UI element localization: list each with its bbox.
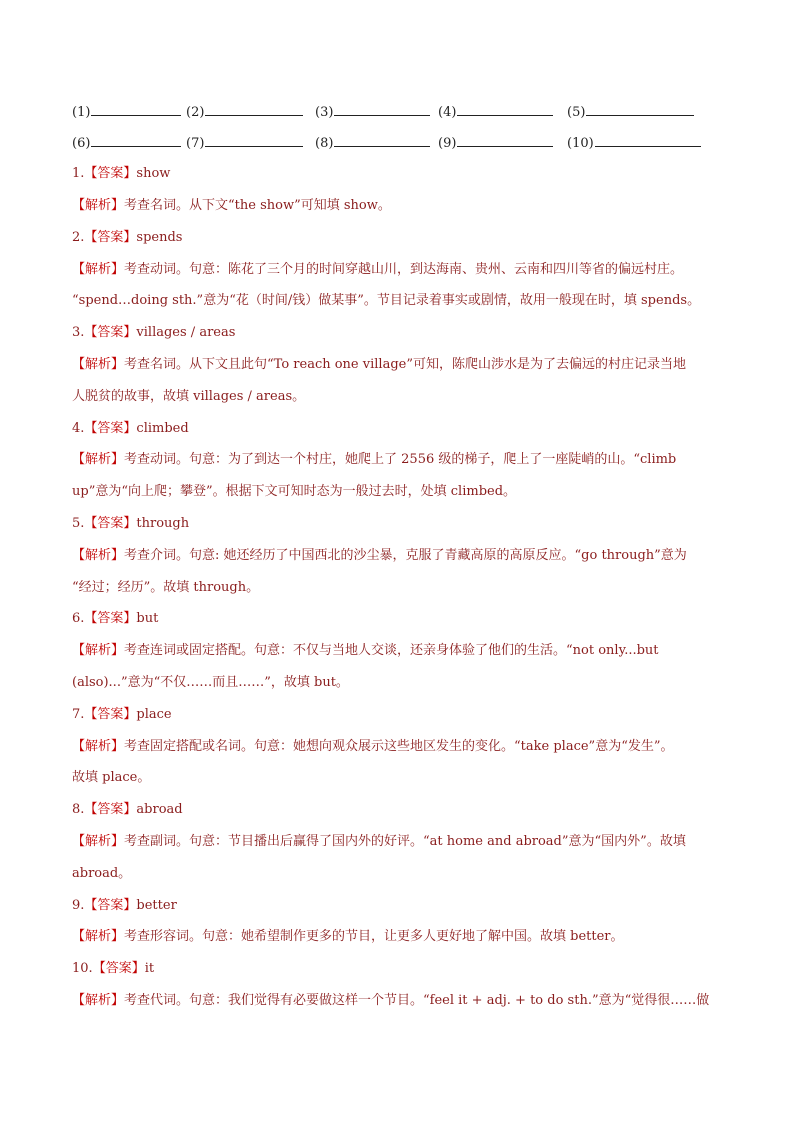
blank-line xyxy=(334,103,430,116)
explanation-text: 人脱贫的故事，故填 villages / areas。 xyxy=(72,389,306,404)
answer-line-3 xyxy=(72,323,235,343)
item-number: 9. xyxy=(72,898,85,913)
explanation-text: (also)...”意为“不仅……而且……”，故填 but。 xyxy=(72,675,349,690)
blank-number: (6) xyxy=(72,136,91,151)
explanation-9 xyxy=(72,927,732,947)
item-number: 8. xyxy=(72,802,85,817)
explanation-tag: 【解析】 xyxy=(72,739,125,754)
item-number: 7. xyxy=(72,707,85,722)
answer-line-10 xyxy=(72,959,154,979)
blank-number: (2) xyxy=(186,105,205,120)
answer-tag: 【答案】 xyxy=(92,961,145,976)
item-number: 4. xyxy=(72,421,85,436)
explanation-text: 考查固定搭配或名词。句意：她想向观众展示这些地区发生的变化。“take place”意为“发生”。 xyxy=(124,739,674,754)
blank-8 xyxy=(315,134,430,151)
answer-value: spends xyxy=(136,230,183,245)
explanation-6-line-2 xyxy=(72,673,732,693)
item-number: 3. xyxy=(72,325,85,340)
explanation-text: 考查介词。句意: 她还经历了中国西北的沙尘暴，克服了青藏高原的高原反应。“go through”意为 xyxy=(124,548,687,563)
blank-7 xyxy=(186,134,303,151)
explanation-tag: 【解析】 xyxy=(72,452,125,467)
answer-tag: 【答案】 xyxy=(84,516,137,531)
blank-line xyxy=(91,103,181,116)
blank-3 xyxy=(315,103,430,120)
explanation-text: up”意为“向上爬；攀登”。根据下文可知时态为一般过去时，处填 climbed。 xyxy=(72,484,517,499)
explanation-tag: 【解析】 xyxy=(72,548,125,563)
answer-line-5 xyxy=(72,514,189,534)
explanation-1 xyxy=(72,196,732,216)
answer-line-6 xyxy=(72,609,158,629)
explanation-5 xyxy=(72,546,732,566)
blank-number: (5) xyxy=(567,105,586,120)
answer-value: show xyxy=(136,166,171,181)
explanation-tag: 【解析】 xyxy=(72,643,125,658)
explanation-tag: 【解析】 xyxy=(72,198,125,213)
blank-number: (1) xyxy=(72,105,91,120)
explanation-text: 故填 place。 xyxy=(72,770,151,785)
blank-number: (10) xyxy=(567,136,594,151)
answer-value: climbed xyxy=(136,421,189,436)
explanation-3-line-2 xyxy=(72,387,732,407)
answer-value: better xyxy=(136,898,177,913)
blank-number: (9) xyxy=(438,136,457,151)
blank-line xyxy=(457,134,553,147)
explanation-text: 考查形容词。句意：她希望制作更多的节目，让更多人更好地了解中国。故填 better。 xyxy=(124,929,624,944)
answer-tag: 【答案】 xyxy=(84,421,137,436)
explanation-7-line-2 xyxy=(72,768,732,788)
blank-line xyxy=(205,103,303,116)
answer-tag: 【答案】 xyxy=(84,802,137,817)
explanation-text: 考查动词。句意：陈花了三个月的时间穿越山川，到达海南、贵州、云南和四川等省的偏远村庄。 xyxy=(124,262,684,277)
answer-tag: 【答案】 xyxy=(84,707,137,722)
blank-line xyxy=(586,103,694,116)
explanation-text: 考查动词。句意：为了到达一个村庄，她爬上了 2556 级的梯子，爬上了一座陡峭的山。“climb xyxy=(124,452,677,467)
blank-number: (8) xyxy=(315,136,334,151)
answer-line-7 xyxy=(72,705,172,725)
item-number: 6. xyxy=(72,611,85,626)
explanation-tag: 【解析】 xyxy=(72,834,125,849)
answer-value: but xyxy=(136,611,159,626)
blank-number: (7) xyxy=(186,136,205,151)
item-number: 10. xyxy=(72,961,93,976)
explanation-10 xyxy=(72,991,732,1011)
explanation-text: “spend…doing sth.”意为“花（时间/钱）做某事”。节目记录着事实或剧情，故用一般现在时，填 spends。 xyxy=(72,293,701,308)
explanation-2-line-2 xyxy=(72,291,732,311)
explanation-text: 考查连词或固定搭配。句意：不仅与当地人交谈，还亲身体验了他们的生活。“not only...but xyxy=(124,643,659,658)
explanation-tag: 【解析】 xyxy=(72,993,125,1008)
explanation-4-line-2 xyxy=(72,482,732,502)
explanation-text: “经过；经历”。故填 through。 xyxy=(72,580,260,595)
blank-line xyxy=(457,103,553,116)
answer-line-9 xyxy=(72,896,177,916)
answer-value: villages / areas xyxy=(136,325,236,340)
blank-9 xyxy=(438,134,553,151)
item-number: 5. xyxy=(72,516,85,531)
explanation-2 xyxy=(72,260,732,280)
blank-5 xyxy=(567,103,694,120)
explanation-6 xyxy=(72,641,732,661)
blank-1 xyxy=(72,103,181,120)
answer-tag: 【答案】 xyxy=(84,230,137,245)
blank-number: (4) xyxy=(438,105,457,120)
answer-value: it xyxy=(144,961,155,976)
explanation-3 xyxy=(72,355,732,375)
answer-tag: 【答案】 xyxy=(84,898,137,913)
explanation-text: 考查名词。从下文“the show”可知填 show。 xyxy=(124,198,391,213)
item-number: 1. xyxy=(72,166,85,181)
blank-line xyxy=(334,134,430,147)
answer-tag: 【答案】 xyxy=(84,166,137,181)
answer-value: abroad xyxy=(136,802,183,817)
explanation-text: 考查代词。句意：我们觉得有必要做这样一个节目。“feel it + adj. + to do sth.”意为“觉得很……做 xyxy=(124,993,710,1008)
blank-number: (3) xyxy=(315,105,334,120)
explanation-4 xyxy=(72,450,732,470)
explanation-text: abroad。 xyxy=(72,866,132,881)
explanation-8 xyxy=(72,832,732,852)
answer-value: through xyxy=(136,516,190,531)
answer-tag: 【答案】 xyxy=(84,325,137,340)
blank-10 xyxy=(567,134,701,151)
answer-line-8 xyxy=(72,800,183,820)
blank-line xyxy=(205,134,303,147)
blank-4 xyxy=(438,103,553,120)
explanation-text: 考查副词。句意：节目播出后赢得了国内外的好评。“at home and abroad”意为“国内外”。故填 xyxy=(124,834,686,849)
explanation-tag: 【解析】 xyxy=(72,357,125,372)
answer-value: place xyxy=(136,707,172,722)
explanation-7 xyxy=(72,737,732,757)
blank-6 xyxy=(72,134,181,151)
explanation-text: 考查名词。从下文且此句“To reach one village”可知，陈爬山涉水是为了去偏远的村庄记录当地 xyxy=(124,357,686,372)
item-number: 2. xyxy=(72,230,85,245)
answer-line-1 xyxy=(72,164,170,184)
answer-line-2 xyxy=(72,228,182,248)
blank-2 xyxy=(186,103,303,120)
explanation-5-line-2 xyxy=(72,578,732,598)
explanation-tag: 【解析】 xyxy=(72,262,125,277)
blank-line xyxy=(91,134,181,147)
answer-line-4 xyxy=(72,419,189,439)
explanation-8-line-2 xyxy=(72,864,732,884)
explanation-tag: 【解析】 xyxy=(72,929,125,944)
blank-line xyxy=(595,134,701,147)
answer-tag: 【答案】 xyxy=(84,611,137,626)
